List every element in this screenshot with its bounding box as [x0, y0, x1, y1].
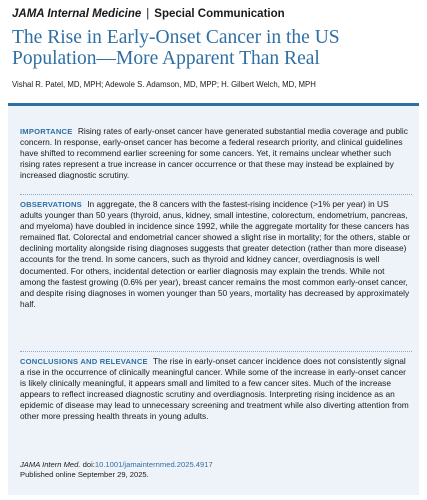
- importance-text: Rising rates of early-onset cancer have generated substantial media coverage and public concern. In response, early-onset cancer has become a federal research priority, and clinical guidelines have shifted to recommend earlier screening for some cancers. Yet, it remains unclear whether such rising rates represent a true increase in cancer occurrence or that these may instead be explained by increased diagnostic scrutiny.: [20, 126, 408, 181]
- header-separator: |: [146, 8, 150, 20]
- observations-heading: OBSERVATIONS: [20, 200, 82, 209]
- section-divider: [20, 194, 412, 195]
- abstract-box: [8, 103, 419, 495]
- journal-header: [12, 8, 285, 20]
- journal-name: JAMA Internal Medicine: [12, 8, 142, 20]
- importance-section: [20, 126, 412, 181]
- importance-heading: IMPORTANCE: [20, 127, 73, 136]
- conclusions-section: [20, 356, 412, 423]
- publication-date: Published online September 29, 2025.: [20, 470, 149, 479]
- article-title: The Rise in Early-Onset Cancer in the US Population—More Apparent Than Real: [12, 27, 340, 69]
- article-type: Special Communication: [154, 8, 285, 20]
- conclusions-heading: CONCLUSIONS AND RELEVANCE: [20, 357, 148, 366]
- observations-section: [20, 199, 412, 310]
- doi-link[interactable]: 10.1001/jamainternmed.2025.4917: [94, 460, 213, 469]
- conclusions-text: The rise in early-onset cancer incidence does not consistently signal a rise in the occurrence of clinically meaningful cancer. While some of the increase in early-onset cancer is likely clinically meaningful, it appears small and limited to a few cancer sites. Much of the increase appears to reflect increased diagnostic scrutiny and overdiagnosis. Interpreting rising incidence as an epidemic of disease may lead to unnecessary screening and treatment while also diverting attention from other more pressing health threats in young adults.: [20, 356, 409, 422]
- citation-journal: JAMA Intern Med.: [20, 460, 81, 469]
- citation-line: [20, 460, 412, 470]
- citation-block: [20, 460, 412, 480]
- author-list: Vishal R. Patel, MD, MPH; Adewole S. Adamson, MD, MPP; H. Gilbert Welch, MD, MPH: [12, 80, 316, 89]
- observations-text: In aggregate, the 8 cancers with the fastest-rising incidence (>1% per year) in US adults younger than 50 years (thyroid, anus, kidney, small intestine, colorectum, endometrium, pancreas, and myeloma) have doubled in incidence since 1992, while the aggregate mortality for these cancers has remained flat. Colorectal and endometrial cancer showed a slight rise in mortality; for the others, stable or declining mortality alongside rising diagnoses suggests that greater detection (rather than more disease) accounts for the trend. In some cancers, such as thyroid and kidney cancer, overdiagnosis is well documented. For others, incidental detection or earlier diagnosis may explain the trends. While not among the fastest growing (0.6% per year), breast cancer remains the most common early-onset cancer, and despite rising diagnoses in women younger than 50 years, mortality has decreased by approximately half.: [20, 199, 411, 309]
- doi-label: doi:: [82, 460, 95, 469]
- section-divider: [20, 351, 412, 352]
